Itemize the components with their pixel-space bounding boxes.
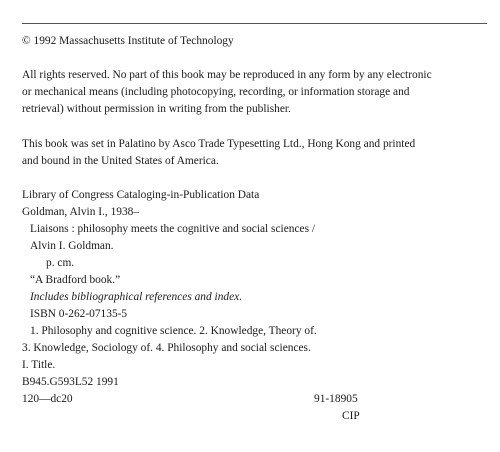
cip-lc-call-number: B945.G593L52 1991 (22, 376, 119, 388)
rights-statement (22, 67, 490, 118)
rights-line-3: retrieval) without permission in writing from the publisher. (22, 103, 291, 115)
cip-lccn: 91-18905 (314, 393, 358, 405)
cip-pages: p. cm. (46, 257, 75, 269)
cip-byline: Alvin I. Goldman. (30, 240, 114, 252)
cip-title: Liaisons : philosophy meets the cognitive and social sciences / (30, 223, 316, 235)
typesetting-line-2: and bound in the United States of America. (22, 155, 219, 167)
cip-label: CIP (342, 410, 360, 422)
top-rule (22, 23, 487, 24)
rights-line-1: All rights reserved. No part of this book may be reproduced in any form by any electronic (22, 69, 432, 81)
copyright-notice (22, 33, 490, 50)
typesetting-line-1: This book was set in Palatino by Asco Trade Typesetting Ltd., Hong Kong and printed (22, 138, 416, 150)
cip-author: Goldman, Alvin I., 1938– (22, 206, 140, 218)
typesetting-statement (22, 136, 490, 170)
cip-title-entry: I. Title. (22, 359, 56, 371)
cip-subjects-1: 1. Philosophy and cognitive science. 2. Knowledge, Theory of. (30, 325, 317, 337)
cataloging-in-publication-data (22, 187, 490, 425)
cip-isbn: ISBN 0-262-07135-5 (30, 308, 128, 320)
cip-dewey-row (22, 391, 490, 408)
copyright-line: © 1992 Massachusetts Institute of Technology (22, 35, 234, 47)
cip-dewey: 120—dc20 (22, 393, 73, 405)
cip-series: “A Bradford book.” (30, 274, 121, 286)
rights-line-2: or mechanical means (including photocopying, recording, or information storage and (22, 86, 410, 98)
cip-subjects-2: 3. Knowledge, Sociology of. 4. Philosophy and social sciences. (22, 342, 311, 354)
cip-notes: Includes bibliographical references and index. (30, 291, 243, 303)
cip-heading: Library of Congress Cataloging-in-Publication Data (22, 189, 260, 201)
